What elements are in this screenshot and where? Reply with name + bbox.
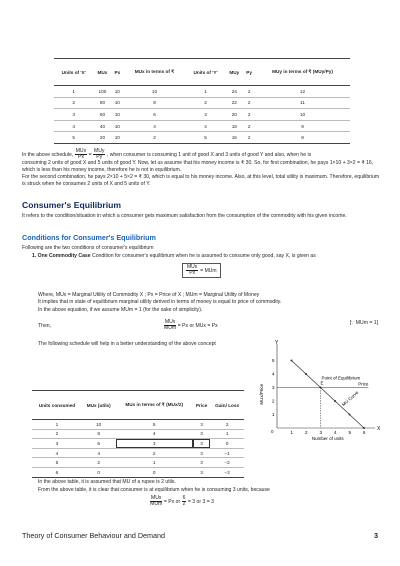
case-text: Condition for consumer's equilibrium when he is assumed to consume only good, say X, is given as [90,253,316,259]
table-cell: 0 [210,439,244,449]
table-cell: 3 [193,448,210,458]
conditions-intro: Following are the two conditions of consumer's equilibrium [22,245,154,251]
frac-num: MUx [164,319,176,325]
final-mid: = Px or [163,498,181,505]
y-tick-label: 1 [272,412,275,417]
rupee-assumption: In the above table, it is assumed that MU of a rupee is 2 utils. [38,479,176,485]
table-row [32,439,244,449]
col-mux-utils: MUx (utils) [82,391,116,420]
table-row [54,120,350,132]
table-cell: 8 [82,429,116,439]
table-cell: 11 [255,97,350,109]
heading-conditions: Conditions for Consumer's Equilibrium [22,233,156,242]
table-cell: 2 [243,97,255,109]
final-equation [150,496,350,507]
table-cell: 1 [32,420,82,430]
table-cell: 6 [32,467,82,477]
table-cell: 6 [123,109,186,121]
mu-point [305,373,307,375]
para-start: In the above schedule, [22,151,74,158]
col-py: Py [243,59,255,86]
y-tick-label: 4 [272,371,275,377]
annotation-point-of-equilibrium: Point of Equilibrium [321,375,361,381]
col-muy: MUy [225,59,243,86]
case-label: 1. One Commodity Case [32,253,91,259]
equation-rhs: = MUm [200,267,217,274]
table-cell: 4 [116,429,193,439]
table-cell: 2 [243,132,255,144]
annotation-mu-curve: MU Curve [341,389,360,408]
table-cell: 8 [255,132,350,144]
table-cell: 4 [82,448,116,458]
frac-den: Py [96,154,103,161]
equilibrium-conclusion: From the above table, it is clear that consumer is at equilibrium when he is consuming 3 units, because [38,487,270,493]
frac-num: MUx [75,148,87,154]
table-header-row [54,59,350,86]
table-cell: 1 [186,86,225,98]
frac-den: 2 [182,501,186,508]
table-cell: 3 [186,109,225,121]
y-tick-label: 5 [272,358,275,363]
table-cell: 10 [111,132,123,144]
mu-point [363,427,365,429]
marginal-utility-table [54,58,350,144]
table-cell: 0 [82,467,116,477]
table-cell: 18 [225,120,243,132]
para-rest: , when consumer is consuming 1 unit of good X and 3 units of good Y and also, when he is [106,151,312,158]
table-row [54,86,350,98]
frac-num: MUx [187,264,198,270]
table-row [54,109,350,121]
fraction-mux-px [75,149,87,160]
table-cell: 5 [116,420,193,430]
x-tick-label: 5 [348,430,352,435]
table-cell: 10 [123,86,186,98]
table-cell: 2 [123,132,186,144]
table-cell: 1 [116,458,193,468]
equilibrium-definition: It refers to the condition/situation in which a consumer gets maximum satisfaction from the consumption of the commodity with his given income. [22,213,347,219]
y-tick-label: 3 [272,385,275,390]
table-cell: 8 [123,97,186,109]
table-cell: 3 [193,439,210,449]
table-cell: 2 [116,448,193,458]
table-row [32,448,244,458]
table-row [54,132,350,144]
mu-point [334,400,336,402]
frac-den: MUm [164,325,177,332]
table-cell: 24 [225,86,243,98]
then-label: Then, [38,322,52,329]
assumption-text: In the above equation, if we assume MUm = 1 (for the sake of simplicity). [38,307,203,313]
table-cell: 100 [93,86,111,98]
y-axis-label: MUx/Price [259,383,264,405]
fraction-mux-px [186,265,198,276]
col-muy-rupee: MUy in terms of ₹ (MUy/Py) [255,59,350,86]
annotation-price: Price [358,381,369,387]
fraction-6-2 [182,496,187,507]
schedule-explanation [22,149,380,188]
col-mux: MUx [93,59,111,86]
col-price: Price [193,391,210,420]
x-tick-label: 6 [363,430,366,435]
table-cell: 5 [186,132,225,144]
fraction-muy-py [93,149,105,160]
frac-num: MUx [151,495,162,501]
para-line2: consuming 2 units of good X and 5 units of good Y. Now, let us assume that his money income is ₹ 30. So, for first combination, he pays 1×10 + 3×2 = ₹ 16, which is less than his money income, therefore he is not in equilibrium. [22,160,374,174]
page-number: 3 [374,531,378,540]
equals-sign: = [88,151,92,158]
table-cell: 3 [193,429,210,439]
x-tick-label: 1 [290,430,294,435]
heading-consumer-equilibrium: Consumer's Equilibrium [22,200,121,210]
frac-num: MUy [93,148,105,154]
schedule-intro: The following schedule will help in a better understanding of the above concept [38,341,216,347]
col-mux-rupee: MUx in terms of ₹ [123,59,186,86]
annotation-e: E [320,380,324,386]
table-cell: 20 [93,132,111,144]
table-row [32,467,244,477]
table-cell: 3 [193,420,210,430]
table-cell: –2 [210,458,244,468]
schedule-table [32,390,244,478]
table-row [32,429,244,439]
table-cell: 1 [54,86,93,98]
frac-num: 6 [182,495,186,501]
table-cell: 2 [54,97,93,109]
table-cell: 12 [255,86,350,98]
table-cell: 5 [32,458,82,468]
para-line3: For the second combination, he pays 2×10 + 5×2 = ₹ 30, which is equal to his money income. Also, at this level, total utility is maximum. Therefore, equilibrium is struck when he consumes 2 units of X and 5 units of Y. [22,174,380,188]
table-cell: 4 [186,120,225,132]
table-cell: 22 [225,97,243,109]
then-rhs: = Px or MUx = Px [177,322,218,329]
table-cell: 2 [32,429,82,439]
table-cell: 4 [123,120,186,132]
fraction-mux-mum [150,496,162,507]
table-cell: 60 [93,109,111,121]
mu-point [291,360,293,362]
table-row [32,420,244,430]
mu-price-chart [255,340,380,440]
x-tick-label: 3 [319,430,323,435]
table-cell: 10 [82,420,116,430]
table-cell: 2 [186,97,225,109]
then-note: [∵ MUm = 1] [349,320,378,326]
table-cell: 6 [82,439,116,449]
table-cell: 4 [32,448,82,458]
table-cell: 80 [93,97,111,109]
table-row [32,458,244,468]
then-equation [38,320,378,331]
table-cell: 3 [193,458,210,468]
table-cell: 16 [225,132,243,144]
table-cell: 1 [210,429,244,439]
x-tick-label: 2 [305,430,308,435]
table-cell: 3 [116,439,193,449]
fraction-mux-mum [164,320,176,331]
table-cell: 4 [54,120,93,132]
col-units-consumed: Units consumed [32,391,82,420]
table-cell: 3 [32,439,82,449]
one-commodity-case [32,253,380,260]
table-cell: 10 [111,109,123,121]
table-header-row [32,391,244,420]
mu-point [349,414,351,416]
table-cell: 10 [111,120,123,132]
frac-den: Px [189,270,196,276]
table-cell: 2 [243,120,255,132]
final-rhs: = 3 or 3 = 3 [187,498,214,505]
col-units-x: Units of 'X' [54,59,93,86]
table-cell: 2 [243,109,255,121]
table-cell: 10 [111,86,123,98]
table-cell: 5 [54,132,93,144]
table-cell: 0 [116,467,193,477]
x-axis-label: Number of units [311,436,344,441]
y-axis-name: Y [275,340,279,346]
col-units-y: Units of 'Y' [186,59,225,86]
equation-box-1 [182,263,221,278]
where-definitions: Where, MUx = Marginal Utility of Commodity X ; Px = Price of X ; MUm = Marginal Utility of Money [38,292,260,298]
table-cell: 10 [111,97,123,109]
col-mux-rupees: MUx in terms of ₹ (MUx/2) [116,391,193,420]
col-gain-loss: Gain/ Loss [210,391,244,420]
col-px: Px [111,59,123,86]
footer-title: Theory of Consumer Behaviour and Demand [22,531,166,540]
x-tick-label: 4 [334,430,337,435]
table-cell: 40 [93,120,111,132]
origin-label: 0 [271,429,274,434]
table-row [54,97,350,109]
table-cell: 20 [225,109,243,121]
table-cell: –3 [210,467,244,477]
table-cell: –1 [210,448,244,458]
table-cell: 2 [210,420,244,430]
table-cell: 10 [255,109,350,121]
table-cell: 3 [193,467,210,477]
table-cell: 3 [54,109,93,121]
table-cell: 9 [255,120,350,132]
table-cell: 2 [243,86,255,98]
implication-text: It implies that in state of equilibrium marginal utility derived in terms of money is equal to price of commodity. [38,299,282,305]
table-cell: 2 [82,458,116,468]
frac-den: Px [77,154,84,161]
frac-den: MUm [150,501,163,508]
x-axis-name: X [377,426,381,432]
y-tick-label: 2 [272,398,275,404]
